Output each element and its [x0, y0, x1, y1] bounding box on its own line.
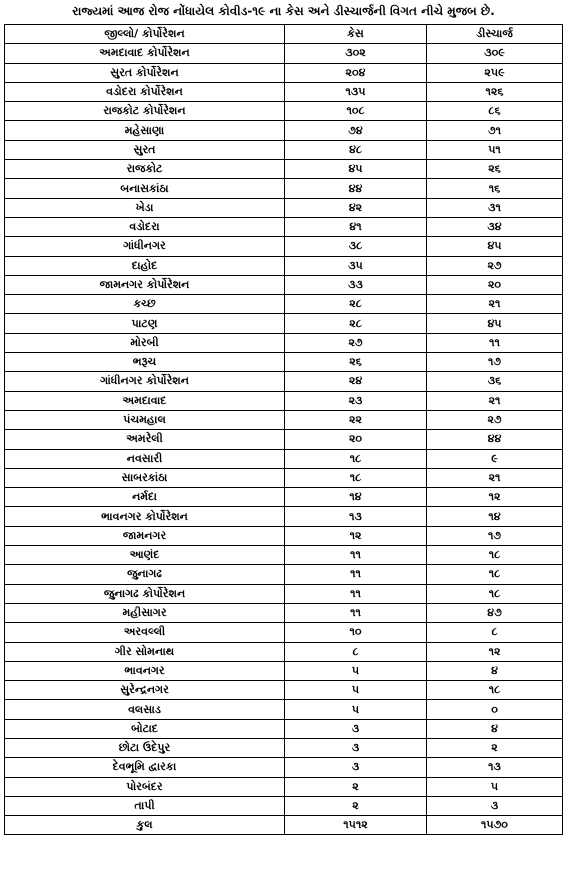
table-row	[5, 700, 563, 719]
table-row	[5, 372, 563, 391]
table-row	[5, 738, 563, 757]
cell-cases: ૪૨	[285, 198, 427, 217]
table-row	[5, 391, 563, 410]
table-row	[5, 217, 563, 236]
table-row	[5, 121, 563, 140]
cell-cases: ૩૫	[285, 256, 427, 275]
cell-cases: ૩	[285, 738, 427, 757]
cell-district: અમદાવાદ	[5, 391, 285, 410]
cell-cases: ૨૩	[285, 391, 427, 410]
cell-district: વડોદરા કોર્પોરેશન	[5, 82, 285, 101]
cell-discharge: ૨૬	[427, 160, 563, 179]
cell-district: રાજકોટ	[5, 160, 285, 179]
cell-cases: ૫	[285, 681, 427, 700]
cell-district: વડોદરા	[5, 217, 285, 236]
cell-discharge: ૭૧	[427, 121, 563, 140]
cell-cases: ૨૮	[285, 314, 427, 333]
cell-discharge: ૩૬	[427, 372, 563, 391]
cell-discharge: ૨૧	[427, 295, 563, 314]
cell-cases: ૧૮	[285, 449, 427, 468]
cell-discharge: ૧૮	[427, 584, 563, 603]
table-row	[5, 353, 563, 372]
cell-cases: ૧૧	[285, 565, 427, 584]
cell-district: નવસારી	[5, 449, 285, 468]
table-row	[5, 275, 563, 294]
cell-cases: ૧૦૮	[285, 102, 427, 121]
cell-district: સુરત	[5, 140, 285, 159]
table-row	[5, 546, 563, 565]
table-row	[5, 565, 563, 584]
cell-discharge: ૧૧	[427, 333, 563, 352]
table-row	[5, 584, 563, 603]
cell-cases: ૪૫	[285, 160, 427, 179]
table-row	[5, 449, 563, 468]
total-cases: ૧૫૧૨	[285, 816, 427, 835]
cell-district: તાપી	[5, 796, 285, 815]
cell-district: ભાવનગર	[5, 661, 285, 680]
cell-discharge: ૪	[427, 661, 563, 680]
cell-discharge: ૩૦૯	[427, 44, 563, 63]
table-row	[5, 410, 563, 429]
table-row	[5, 758, 563, 777]
cell-discharge: ૧૬	[427, 179, 563, 198]
total-label: કુલ	[5, 816, 285, 835]
table-row	[5, 237, 563, 256]
cell-discharge: ૨૫૯	[427, 63, 563, 82]
table-row	[5, 44, 563, 63]
cell-district: ખેડા	[5, 198, 285, 217]
table-row	[5, 526, 563, 545]
cell-district: બનાસકાંઠા	[5, 179, 285, 198]
cell-discharge: ૧૨૬	[427, 82, 563, 101]
cell-cases: ૧૮	[285, 468, 427, 487]
cell-cases: ૧૦	[285, 623, 427, 642]
cell-district: સાબરકાંઠા	[5, 468, 285, 487]
cell-cases: ૪૮	[285, 140, 427, 159]
cell-district: ભાવનગર કોર્પોરેશન	[5, 507, 285, 526]
cell-cases: ૨	[285, 777, 427, 796]
cell-district: મોરબી	[5, 333, 285, 352]
cell-district: જુનાગઢ કોર્પોરેશન	[5, 584, 285, 603]
cell-cases: ૨૬	[285, 353, 427, 372]
cell-cases: ૧૪	[285, 488, 427, 507]
cell-discharge: ૮૬	[427, 102, 563, 121]
page-title: રાજ્યમાં આજ રોજ નોંધાયેલ કોવીડ-૧૯ ના કેસ અને ડીસ્ચાર્જની વિગત નીચે મુજબ છે.	[72, 4, 495, 18]
cell-district: જુનાગઢ	[5, 565, 285, 584]
cell-discharge: ૧૨	[427, 642, 563, 661]
cell-discharge: ૨૧	[427, 391, 563, 410]
table-row	[5, 488, 563, 507]
header-district: જીલ્લો/ કોર્પોરેશન	[5, 25, 285, 44]
cell-discharge: ૩	[427, 796, 563, 815]
cell-district: રાજકોટ કોર્પોરેશન	[5, 102, 285, 121]
table-row	[5, 603, 563, 622]
cell-district: સુરત કોર્પોરેશન	[5, 63, 285, 82]
table-row	[5, 468, 563, 487]
cell-cases: ૮	[285, 642, 427, 661]
cell-discharge: ૧૭	[427, 353, 563, 372]
covid-cases-table	[4, 24, 563, 835]
cell-district: વલસાડ	[5, 700, 285, 719]
cell-cases: ૨૪	[285, 372, 427, 391]
table-row	[5, 82, 563, 101]
cell-district: ભરૂચ	[5, 353, 285, 372]
table-row	[5, 256, 563, 275]
cell-district: દેવભૂમિ દ્વારકા	[5, 758, 285, 777]
cell-district: ગીર સોમનાથ	[5, 642, 285, 661]
cell-cases: ૧૧	[285, 546, 427, 565]
table-row	[5, 777, 563, 796]
table-row	[5, 796, 563, 815]
total-discharge: ૧૫૭૦	[427, 816, 563, 835]
cell-cases: ૨૨	[285, 410, 427, 429]
table-row	[5, 719, 563, 738]
cell-cases: ૫	[285, 700, 427, 719]
table-row	[5, 642, 563, 661]
cell-discharge: ૦	[427, 700, 563, 719]
cell-district: અરવલ્લી	[5, 623, 285, 642]
cell-cases: ૩	[285, 719, 427, 738]
cell-district: કચ્છ	[5, 295, 285, 314]
cell-district: નર્મદા	[5, 488, 285, 507]
cell-discharge: ૨૧	[427, 468, 563, 487]
cell-district: મહીસાગર	[5, 603, 285, 622]
table-row	[5, 507, 563, 526]
cell-cases: ૨	[285, 796, 427, 815]
cell-discharge: ૨૭	[427, 410, 563, 429]
cell-cases: ૩૮	[285, 237, 427, 256]
cell-discharge: ૧૩	[427, 758, 563, 777]
cell-discharge: ૫૧	[427, 140, 563, 159]
cell-cases: ૩૦૨	[285, 44, 427, 63]
cell-discharge: ૪૭	[427, 603, 563, 622]
cell-cases: ૧૩	[285, 507, 427, 526]
cell-district: જામનગર કોર્પોરેશન	[5, 275, 285, 294]
table-row	[5, 198, 563, 217]
cell-discharge: ૩૧	[427, 198, 563, 217]
cell-district: પંચમહાલ	[5, 410, 285, 429]
table-row	[5, 160, 563, 179]
table-row	[5, 179, 563, 198]
table-header-row	[5, 25, 563, 44]
cell-discharge: ૧૭	[427, 526, 563, 545]
table-row	[5, 102, 563, 121]
table-total-row	[5, 816, 563, 835]
cell-cases: ૨૮	[285, 295, 427, 314]
table-row	[5, 430, 563, 449]
cell-cases: ૪૪	[285, 179, 427, 198]
cell-district: અમરેલી	[5, 430, 285, 449]
cell-cases: ૨૭	[285, 333, 427, 352]
cell-discharge: ૫	[427, 777, 563, 796]
cell-discharge: ૪૪	[427, 430, 563, 449]
header-discharge: ડીસ્ચાર્જ	[427, 25, 563, 44]
cell-discharge: ૪	[427, 719, 563, 738]
cell-cases: ૧૧	[285, 603, 427, 622]
table-row	[5, 623, 563, 642]
cell-cases: ૫	[285, 661, 427, 680]
cell-cases: ૨૦	[285, 430, 427, 449]
cell-district: ગાંધીનગર કોર્પોરેશન	[5, 372, 285, 391]
cell-discharge: ૧૮	[427, 565, 563, 584]
cell-district: દાહોદ	[5, 256, 285, 275]
cell-discharge: ૧૮	[427, 546, 563, 565]
cell-discharge: ૨	[427, 738, 563, 757]
cell-discharge: ૨૭	[427, 256, 563, 275]
cell-district: પાટણ	[5, 314, 285, 333]
cell-cases: ૧૩૫	[285, 82, 427, 101]
table-row	[5, 295, 563, 314]
cell-discharge: ૧૨	[427, 488, 563, 507]
cell-discharge: ૮	[427, 623, 563, 642]
table-row	[5, 63, 563, 82]
cell-district: પોરબંદર	[5, 777, 285, 796]
cell-cases: ૩	[285, 758, 427, 777]
cell-discharge: ૩૪	[427, 217, 563, 236]
table-row	[5, 140, 563, 159]
cell-district: જામનગર	[5, 526, 285, 545]
cell-district: અમદાવાદ કોર્પોરેશન	[5, 44, 285, 63]
cell-cases: ૧૨	[285, 526, 427, 545]
cell-cases: ૩૩	[285, 275, 427, 294]
cell-cases: ૧૧	[285, 584, 427, 603]
cell-cases: ૭૪	[285, 121, 427, 140]
table-row	[5, 681, 563, 700]
cell-district: ગાંધીનગર	[5, 237, 285, 256]
cell-cases: ૨૦૪	[285, 63, 427, 82]
cell-discharge: ૯	[427, 449, 563, 468]
cell-district: છોટા ઉદેપુર	[5, 738, 285, 757]
cell-discharge: ૧૪	[427, 507, 563, 526]
cell-district: સુરેન્દ્રનગર	[5, 681, 285, 700]
cell-discharge: ૪૫	[427, 237, 563, 256]
cell-discharge: ૪૫	[427, 314, 563, 333]
table-row	[5, 333, 563, 352]
table-body	[5, 44, 563, 816]
cell-discharge: ૧૮	[427, 681, 563, 700]
cell-district: મહેસાણા	[5, 121, 285, 140]
cell-discharge: ૨૦	[427, 275, 563, 294]
table-row	[5, 661, 563, 680]
header-cases: કેસ	[285, 25, 427, 44]
cell-cases: ૪૧	[285, 217, 427, 236]
table-row	[5, 314, 563, 333]
cell-district: આણંદ	[5, 546, 285, 565]
cell-district: બોટાદ	[5, 719, 285, 738]
